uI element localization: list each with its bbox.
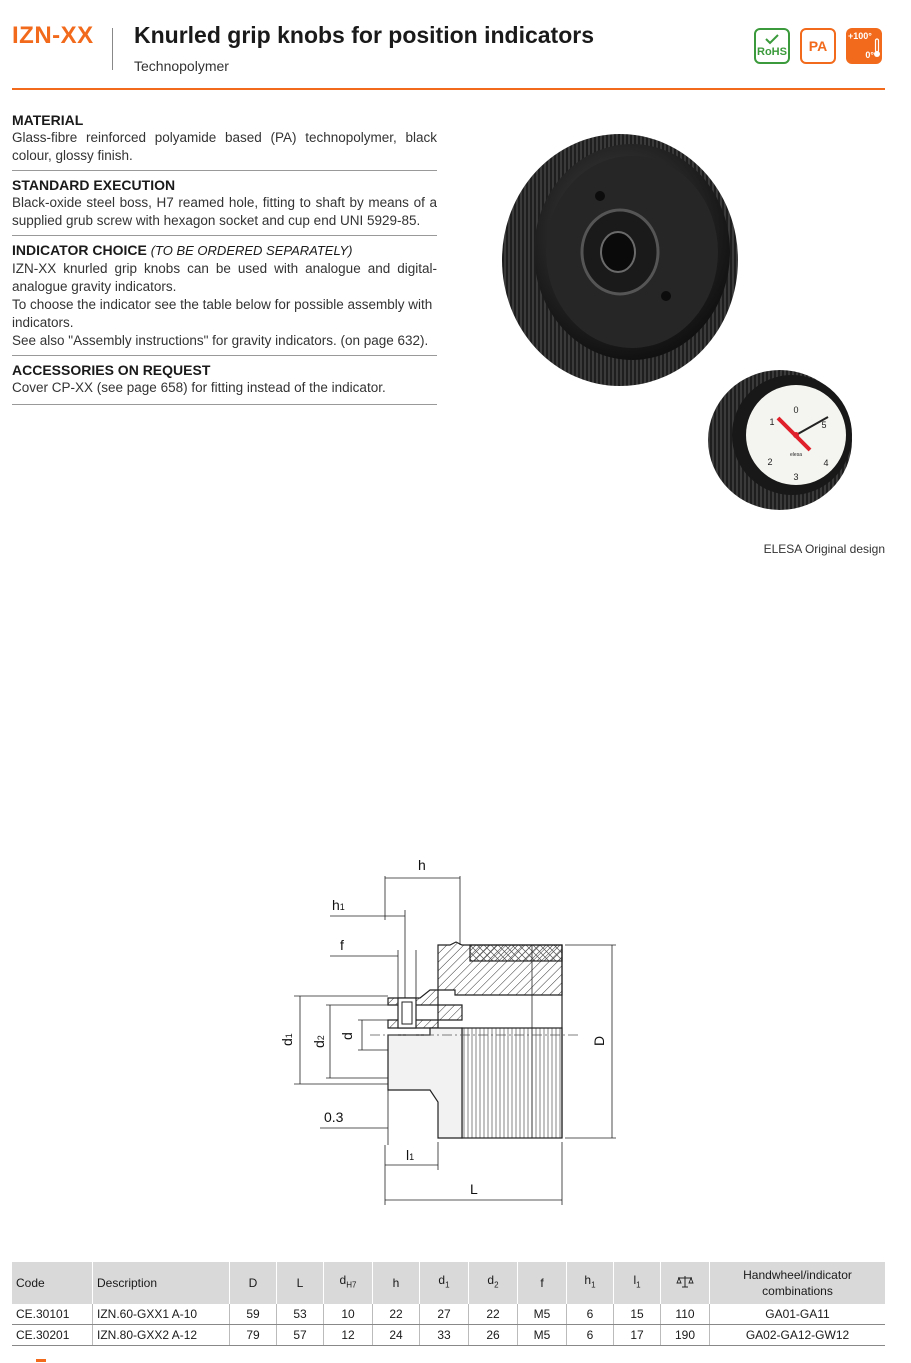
rohs-label: RoHS	[757, 46, 787, 58]
indicator-choice-note: (TO BE ORDERED SEPARATELY)	[150, 243, 353, 258]
col-header-d2-sub: 2	[494, 1280, 499, 1290]
table-row	[12, 1304, 885, 1325]
accessories-section	[12, 361, 437, 397]
indicator-choice-text-1: IZN-XX knurled grip knobs can be used with analogue and digital-analogue gravity indicators.	[12, 261, 437, 294]
cell-f: M5	[518, 1304, 567, 1325]
col-header-combinations: Handwheel/indicator combinations	[710, 1262, 886, 1304]
cell-d2: 26	[469, 1325, 518, 1346]
cell-l1: 17	[614, 1325, 661, 1346]
dial-number-2: 2	[767, 457, 773, 467]
cell-weight: 110	[661, 1304, 710, 1325]
cell-D: 79	[230, 1325, 277, 1346]
accessories-heading: ACCESSORIES ON REQUEST	[12, 362, 211, 378]
dim-label-h: h	[418, 857, 426, 873]
rohs-badge	[754, 28, 790, 64]
dim-label-f: f	[340, 937, 344, 953]
header-separator	[112, 28, 113, 70]
dim-label-gap: 0.3	[324, 1109, 344, 1125]
footer-accent-mark	[36, 1359, 46, 1362]
standard-execution-text: Black-oxide steel boss, H7 reamed hole, fitting to shaft by means of a supplied grub screw with hexagon socket and cup end UNI 5929-85.	[12, 195, 437, 228]
dial-number-4: 4	[823, 458, 829, 468]
section-divider	[12, 404, 437, 405]
cell-code: CE.30101	[12, 1304, 93, 1325]
col-header-description: Description	[93, 1262, 230, 1304]
temp-high-label: +100°	[848, 31, 872, 41]
cell-dH7: 12	[324, 1325, 373, 1346]
standard-execution-section	[12, 176, 437, 230]
dial-number-3: 3	[793, 472, 799, 482]
section-divider	[12, 355, 437, 356]
col-header-l1-sub: 1	[636, 1280, 641, 1290]
dim-label-d1: d1	[279, 1033, 295, 1046]
temp-low-label: 0°	[865, 50, 874, 60]
product-photo	[480, 110, 885, 540]
cell-L: 57	[277, 1325, 324, 1346]
cell-combinations: GA01-GA11	[710, 1304, 886, 1325]
col-header-d1-sub: 1	[445, 1280, 450, 1290]
indicator-choice-heading	[12, 241, 437, 260]
col-header-d1: $d_1$	[420, 1262, 469, 1304]
col-header-code: Code	[12, 1262, 93, 1304]
cell-d1: 33	[420, 1325, 469, 1346]
dial-number-1: 1	[769, 417, 775, 427]
indicator-choice-text-3: See also "Assembly instructions" for gravity indicators. (on page 632).	[12, 333, 429, 348]
cell-d1: 27	[420, 1304, 469, 1325]
col-header-D: D	[230, 1262, 277, 1304]
cell-h1: 6	[567, 1304, 614, 1325]
check-icon	[756, 32, 788, 46]
cell-h1: 6	[567, 1325, 614, 1346]
cell-D: 59	[230, 1304, 277, 1325]
dim-label-d2: d2	[311, 1035, 327, 1048]
cell-dH7: 10	[324, 1304, 373, 1325]
page-title: Knurled grip knobs for position indicators	[134, 22, 595, 48]
col-header-h: h	[373, 1262, 420, 1304]
material-section	[12, 111, 437, 165]
section-divider	[12, 235, 437, 236]
dimension-labels	[279, 857, 607, 1197]
scale-weight-icon	[676, 1274, 694, 1288]
cell-L: 53	[277, 1304, 324, 1325]
pa-material-badge: PA	[800, 28, 836, 64]
col-header-weight	[661, 1262, 710, 1304]
col-header-L: L	[277, 1262, 324, 1304]
col-header-f: f	[518, 1262, 567, 1304]
table-header-row	[12, 1262, 885, 1304]
cell-d2: 22	[469, 1304, 518, 1325]
dial-number-0: 0	[793, 405, 799, 415]
accessories-text: Cover CP-XX (see page 658) for fitting instead of the indicator.	[12, 380, 386, 395]
dial-number-5: 5	[821, 420, 827, 430]
dim-label-h1: h1	[332, 897, 345, 913]
technical-drawing	[270, 850, 640, 1210]
large-knob-photo	[502, 134, 738, 386]
col-header-h1-sub: 1	[591, 1280, 596, 1290]
dim-label-l1: l1	[406, 1147, 415, 1163]
col-header-h1: $h_1$	[567, 1262, 614, 1304]
page-subtitle: Technopolymer	[134, 58, 229, 74]
photo-caption: ELESA Original design	[763, 542, 885, 556]
dim-label-D: D	[591, 1035, 607, 1046]
dim-label-d: d	[339, 1032, 355, 1040]
section-divider	[12, 170, 437, 171]
cell-f: M5	[518, 1325, 567, 1346]
temperature-badge	[846, 28, 882, 64]
table-row	[12, 1325, 885, 1346]
cell-description: IZN.60-GXX1 A-10	[93, 1304, 230, 1325]
product-code: IZN-XX	[12, 22, 94, 49]
cell-l1: 15	[614, 1304, 661, 1325]
indicator-choice-text-2: To choose the indicator see the table below for possible assembly with indicators.	[12, 297, 433, 330]
indicator-choice-title: INDICATOR CHOICE	[12, 242, 147, 258]
cell-code: CE.30201	[12, 1325, 93, 1346]
indicator-choice-section	[12, 241, 437, 350]
col-header-dH7: $d_{H7}$	[324, 1262, 373, 1304]
cell-h: 24	[373, 1325, 420, 1346]
cell-weight: 190	[661, 1325, 710, 1346]
material-heading: MATERIAL	[12, 112, 84, 128]
thermometer-icon	[873, 38, 881, 58]
header-rule	[12, 88, 885, 90]
standard-execution-heading: STANDARD EXECUTION	[12, 177, 176, 193]
col-header-dH7-sub: H7	[346, 1280, 357, 1290]
cell-description: IZN.80-GXX2 A-12	[93, 1325, 230, 1346]
dim-label-L: L	[470, 1181, 478, 1197]
cell-h: 22	[373, 1304, 420, 1325]
dial-brand: elesa	[790, 452, 802, 458]
indicator-knob-photo	[708, 370, 852, 510]
col-header-d2: $d_2$	[469, 1262, 518, 1304]
spec-table	[12, 1262, 885, 1346]
col-header-l1: $l_1$	[614, 1262, 661, 1304]
knob-section-outline	[388, 942, 562, 1138]
cell-combinations: GA02-GA12-GW12	[710, 1325, 886, 1346]
material-text: Glass-fibre reinforced polyamide based (PA) technopolymer, black colour, glossy finish.	[12, 130, 437, 163]
